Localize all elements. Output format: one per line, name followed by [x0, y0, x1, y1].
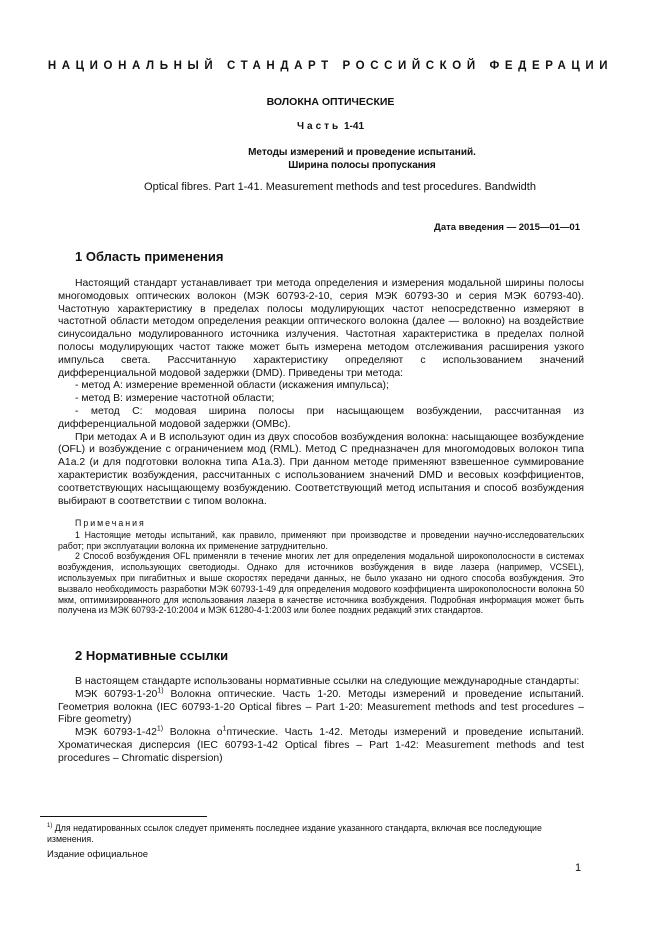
part-prefix: Часть — [297, 121, 342, 132]
national-standard-banner: НАЦИОНАЛЬНЫЙ СТАНДАРТ РОССИЙСКОЙ ФЕДЕРАЦИИ — [47, 60, 614, 72]
reference-1-code: МЭК 60793-1-20 — [75, 688, 158, 700]
document-title: ВОЛОКНА ОПТИЧЕСКИЕ — [266, 96, 395, 108]
reference-2 — [58, 727, 584, 765]
footnote-marker: 1) — [47, 823, 53, 830]
reference-1-text: Волокна оптические. Часть 1-20. Методы измерений и проведение испытаний. Геометрия волокна (IEC 60793-1-20 Optical fibres – Part 1-20: Measurement methods and test procedures – Fibre geometry) — [58, 688, 585, 726]
reference-2-inline-mark: 1 — [222, 725, 227, 733]
note-2: 2 Способ возбуждения OFL применяли в течение многих лет для определения модальной широкополосности в системах возбуждения, использующих светодиоды. Однако для источников возбуждения в виде лазера (например, VCSEL), используемых при пигабитных и выше скоростях передачи данных, не было указано ни одного способа возбуждения. Это вызвало необходимость разработки МЭК 60793-1-49 для определения модового коэффициента широкополосности волокна 50 мкм, оптимизированного для использования лазера в качестве источника возбуждения. Подробная информация может быть получена из МЭК 60793-2-10:2004 и МЭК 61280-4-1:2003 или более поздних редакций этих стандартов. — [58, 551, 584, 616]
footnote — [47, 823, 587, 845]
reference-2-text-b: птические. Часть 1-42. Методы измерений и проведение испытаний. Хроматическая дисперсия (IEC 60793-1-42 Optical fibres – Part 1-42: Measurement methods and test procedures – Chromatic dispersion) — [58, 727, 585, 764]
english-title: Optical fibres. Part 1-41. Measurement methods and test procedures. Bandwidth — [144, 181, 536, 193]
section-1-heading: 1 Область применения — [75, 249, 224, 264]
method-c-item: - метод С: модовая ширина полосы при насыщающем возбуждении, рассчитанная из дифференциальной модовой задержки (OMBc). — [58, 405, 584, 430]
footnote-text: Для недатированных ссылок следует применять последнее издание указанного стандарта, включая все последующие изменения. — [47, 823, 542, 844]
section-2-body — [58, 676, 584, 766]
reference-2-text-a: Волокна о — [169, 727, 223, 739]
section-1-paragraph-2: При методах А и В используют один из двух способов возбуждения волокна: насыщающее возбуждение (OFL) и возбуждение с ограничением мод (RML). Метод С предназначен для многомодовых волокон типа А1а.2 (и для подготовки волокна типа А1а.3). При данном методе применяют взвешенное суммирование характеристик возбуждения, рассчитанных с использованием значений DMD и весовых коэффициентов, соответствующих насыщающему возбуждению. Соответствующий метод испытания и способ возбуждения выбирают в соответствии с типом волокна. — [58, 431, 584, 507]
document-subtitle — [150, 147, 574, 172]
reference-2-footnote-mark: 1) — [156, 725, 164, 733]
part-label — [0, 121, 661, 132]
reference-1 — [58, 689, 584, 727]
note-1: 1 Настоящие методы испытаний, как правило, применяют при производстве и проведении научно-исследовательских работ; при эксплуатации волокна их применение затруднительно. — [58, 529, 584, 551]
reference-2-code: МЭК 60793-1-42 — [75, 727, 157, 739]
subtitle-line-1: Методы измерений и проведение испытаний. — [248, 147, 476, 158]
part-number: 1-41 — [343, 121, 364, 132]
section-2-heading: 2 Нормативные ссылки — [75, 648, 229, 663]
introduction-date: Дата введения — 2015—01—01 — [434, 222, 580, 233]
page-number: 1 — [575, 862, 582, 874]
notes-block — [58, 518, 584, 616]
subtitle-line-2: Ширина полосы пропускания — [288, 159, 436, 171]
section-2-paragraph-1: В настоящем стандарте использованы нормативные ссылки на следующие международные стандарты: — [75, 676, 580, 687]
section-1-paragraph-1: Настоящий стандарт устанавливает три метода определения и измерения модальной ширины полосы многомодовых оптических волокон (МЭК 60793-2-10, серия МЭК 60793-30 и серия МЭК 60793-40). Частотную характеристику в пределах полосы модулирующих частот непосредственно измеряют в частотной области методом определения реакции оптического волокна (далее — волокно) на воздействие синусоидально модулированного источника излучения. Частотная характеристика в пределах полной полосы модулирующих частот также может быть измерена методом отслеживания расширения узкого импульса света. Рассчитанную характеристику определяют с использованием значений дифференциальной модовой задержки (DMD). Приведены три метода: — [58, 278, 584, 379]
method-b-item: - метод В: измерение частотной области; — [75, 393, 275, 405]
method-a-item: - метод А: измерение временной области (искажения импульса); — [75, 380, 389, 392]
footnote-separator — [40, 816, 207, 817]
official-edition-label: Издание официальное — [47, 849, 149, 860]
notes-heading: Примечания — [75, 518, 146, 528]
reference-1-footnote-mark: 1) — [157, 687, 164, 695]
section-1-body — [58, 278, 584, 508]
